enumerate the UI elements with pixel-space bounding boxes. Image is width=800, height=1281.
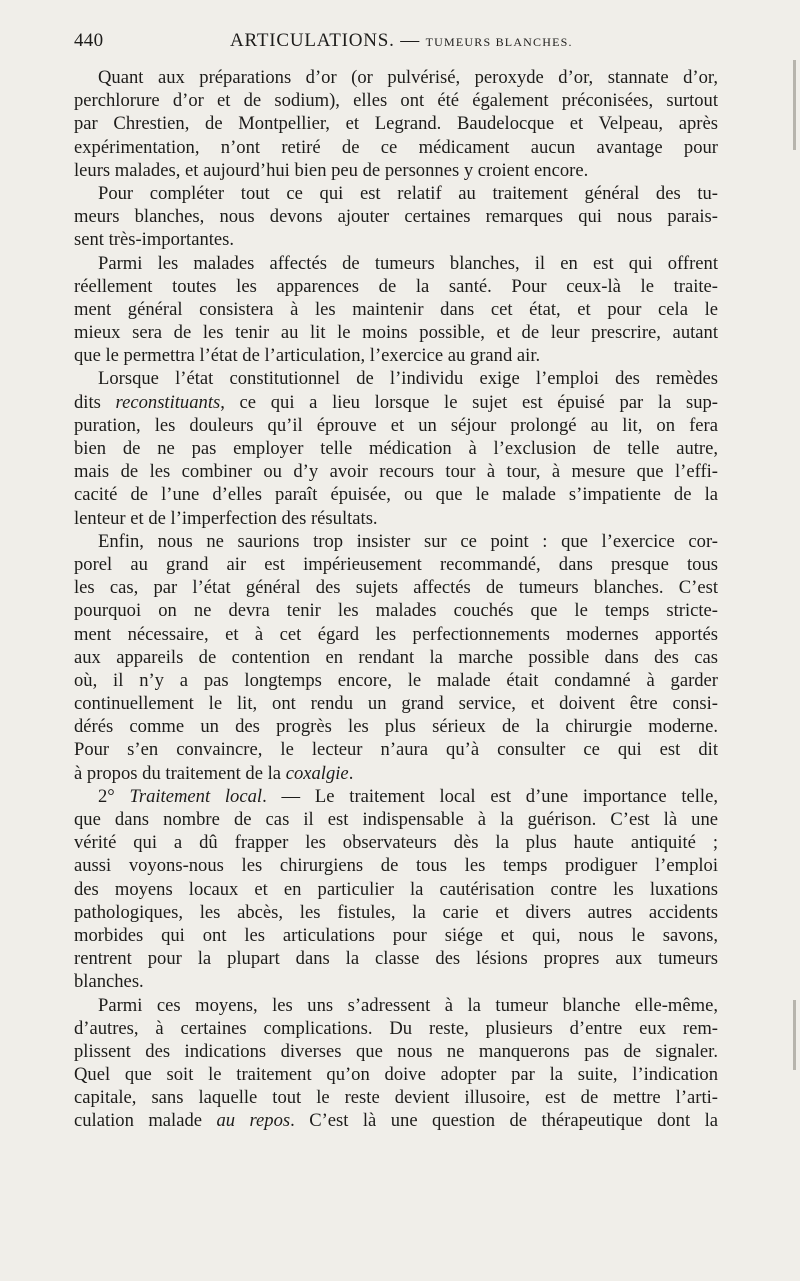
- text-line: [74, 275, 718, 298]
- text-segment: continuellement le lit, ont rendu un grand service, et doivent être consi-: [74, 693, 718, 715]
- text-segment: . C’est là une question de thérapeutique dont la: [290, 1110, 718, 1132]
- text-line: [74, 437, 718, 460]
- text-line: [74, 252, 718, 275]
- text-segment: . — Le traitement local est d’une importance telle,: [262, 785, 719, 807]
- text-line: [74, 414, 718, 437]
- text-line: [74, 1063, 718, 1086]
- text-segment: sent très-importantes.: [74, 229, 235, 251]
- text-segment: blanches.: [74, 971, 144, 993]
- text-line: [74, 391, 718, 414]
- text-line: [74, 298, 718, 321]
- page-number: 440: [74, 30, 104, 51]
- text-segment: culation malade: [74, 1110, 217, 1132]
- text-segment: pathologiques, les abcès, les fistules, la carie et divers autres accidents: [74, 901, 718, 923]
- chapter-title: ARTICULATIONS.: [230, 30, 395, 51]
- text-segment: bien de ne pas employer telle médication à l’exclusion de telle autre,: [74, 438, 718, 459]
- text-segment: ment général consistera à les maintenir dans cet état, et pour cela le: [74, 298, 718, 320]
- body-text: [74, 66, 718, 1133]
- text-segment: à propos du traitement de la: [74, 762, 286, 784]
- text-segment: Pour compléter tout ce qui est relatif au traitement général des tu-: [98, 182, 718, 204]
- text-line: [74, 878, 718, 901]
- text-line: [74, 924, 718, 947]
- running-header: [74, 30, 718, 58]
- text-line: [74, 205, 718, 228]
- text-line: [74, 762, 718, 785]
- text-segment: expérimentation, n’ont retiré de ce médicament aucun avantage pour: [74, 136, 718, 158]
- text-segment: des moyens locaux et en particulier la cautérisation contre les luxations: [74, 878, 718, 900]
- text-segment: Enfin, nous ne saurions trop insister sur ce point : que l’exercice cor-: [98, 530, 718, 552]
- text-segment: Pour s’en convaincre, le lecteur n’aura qu’à consulter ce qui est dit: [74, 739, 718, 761]
- text-line: [74, 738, 718, 761]
- text-line: [74, 1017, 718, 1040]
- text-segment: capitale, sans laquelle tout le reste devient illusoire, est de mettre l’arti-: [74, 1087, 718, 1109]
- text-line: [74, 831, 718, 854]
- text-line: [74, 182, 718, 205]
- text-line: [74, 947, 718, 970]
- text-segment: par Chrestien, de Montpellier, et Legrand. Baudelocque et Velpeau, après: [74, 113, 718, 135]
- text-line: [74, 808, 718, 831]
- text-segment: .: [348, 762, 354, 784]
- text-line: [74, 159, 718, 182]
- text-line: [74, 646, 718, 669]
- section-subtitle: TUMEURS BLANCHES.: [425, 35, 573, 49]
- text-segment: lenteur et de l’imperfection des résultats.: [74, 507, 378, 529]
- text-segment: pourquoi on ne devra tenir les malades couchés que le temps stricte-: [74, 600, 718, 622]
- text-segment: puration, les douleurs qu’il éprouve et un séjour prolongé au lit, on fera: [74, 414, 718, 436]
- text-segment: dits: [74, 391, 116, 413]
- text-segment: où, il n’y a pas longtemps encore, le malade était condamné à garder: [74, 669, 718, 691]
- text-segment: les cas, par l’état général des sujets affectés de tumeurs blanches. C’est: [74, 577, 718, 599]
- text-line: [74, 623, 718, 646]
- text-line: [74, 66, 718, 89]
- text-line: [74, 112, 718, 135]
- text-segment: d’autres, à certaines complications. Du reste, plusieurs d’entre eux rem-: [74, 1017, 718, 1039]
- text-segment: ment nécessaire, et à cet égard les perfectionnements modernes apportés: [74, 623, 718, 645]
- text-segment: leurs malades, et aujourd’hui bien peu de personnes y croient encore.: [74, 159, 589, 181]
- italic-text: au repos: [216, 1110, 291, 1132]
- text-line: [74, 460, 718, 483]
- text-line: [74, 599, 718, 622]
- text-segment: plissent des indications diverses que nous ne manquerons pas de signaler.: [74, 1040, 718, 1062]
- text-line: [74, 228, 718, 251]
- text-line: [74, 530, 718, 553]
- text-segment: Parmi les malades affectés de tumeurs blanches, il en est qui offrent: [98, 252, 718, 274]
- text-segment: Lorsque l’état constitutionnel de l’individu exige l’emploi des remèdes: [98, 368, 718, 390]
- text-line: [74, 1109, 718, 1132]
- italic-text: Traitement local: [129, 785, 263, 807]
- text-segment: dérés comme un des progrès les plus sérieux de la chirurgie moderne.: [74, 716, 718, 738]
- text-line: [74, 553, 718, 576]
- text-line: [74, 715, 718, 738]
- page-edge-shadow: [793, 60, 796, 150]
- text-line: [74, 483, 718, 506]
- text-segment: que le permettra l’état de l’articulation, l’exercice au grand air.: [74, 345, 541, 367]
- text-segment: rentrent pour la plupart dans la classe des lésions propres aux tumeurs: [74, 948, 718, 970]
- text-line: [74, 89, 718, 112]
- text-line: [74, 1040, 718, 1063]
- text-line: [74, 854, 718, 877]
- text-segment: Parmi ces moyens, les uns s’adressent à la tumeur blanche elle-même,: [98, 994, 718, 1016]
- text-line: [74, 136, 718, 159]
- text-line: [74, 321, 718, 344]
- running-title: [230, 30, 573, 52]
- title-separator: —: [400, 30, 421, 51]
- text-line: [74, 367, 718, 390]
- text-segment: mieux sera de les tenir au lit le moins possible, et de leur prescrire, autant: [74, 322, 718, 344]
- text-line: [74, 970, 718, 993]
- text-line: [74, 1086, 718, 1109]
- text-line: [74, 692, 718, 715]
- text-segment: que dans nombre de cas il est indispensable à la guérison. C’est là une: [74, 809, 718, 830]
- italic-text: coxalgie: [285, 762, 349, 784]
- text-segment: Quel que soit le traitement qu’on doive adopter par la suite, l’indication: [74, 1064, 718, 1086]
- text-segment: vérité qui a dû frapper les observateurs dès la plus haute antiquité ;: [74, 832, 718, 854]
- text-line: [74, 344, 718, 367]
- text-segment: cacité de l’une d’elles paraît épuisée, ou que le malade s’impatiente de la: [74, 484, 718, 506]
- text-segment: 2°: [98, 785, 130, 807]
- text-segment: meurs blanches, nous devons ajouter certaines remarques qui nous parais-: [74, 206, 718, 228]
- text-segment: mais de les combiner ou d’y avoir recours tour à tour, à mesure que l’effi-: [74, 461, 718, 483]
- text-segment: aux appareils de contention en rendant la marche possible dans des cas: [74, 646, 718, 668]
- text-line: [74, 507, 718, 530]
- text-line: [74, 994, 718, 1017]
- text-segment: Quant aux préparations d’or (or pulvérisé, peroxyde d’or, stannate d’or,: [98, 67, 718, 88]
- text-line: [74, 901, 718, 924]
- text-segment: réellement toutes les apparences de la santé. Pour ceux-là le traite-: [74, 275, 718, 297]
- text-segment: perchlorure d’or et de sodium), elles ont été également préconisées, surtout: [74, 90, 718, 112]
- text-segment: aussi voyons-nous les chirurgiens de tous les temps prodiguer l’emploi: [74, 855, 718, 877]
- italic-text: reconstituants: [115, 391, 221, 413]
- text-segment: , ce qui a lieu lorsque le sujet est épuisé par la sup-: [220, 391, 718, 413]
- text-segment: porel au grand air est impérieusement recommandé, dans presque tous: [74, 553, 718, 575]
- text-segment: morbides qui ont les articulations pour siége et qui, nous le savons,: [74, 924, 718, 946]
- text-line: [74, 785, 718, 808]
- text-line: [74, 576, 718, 599]
- text-line: [74, 669, 718, 692]
- page-edge-shadow: [793, 1000, 796, 1070]
